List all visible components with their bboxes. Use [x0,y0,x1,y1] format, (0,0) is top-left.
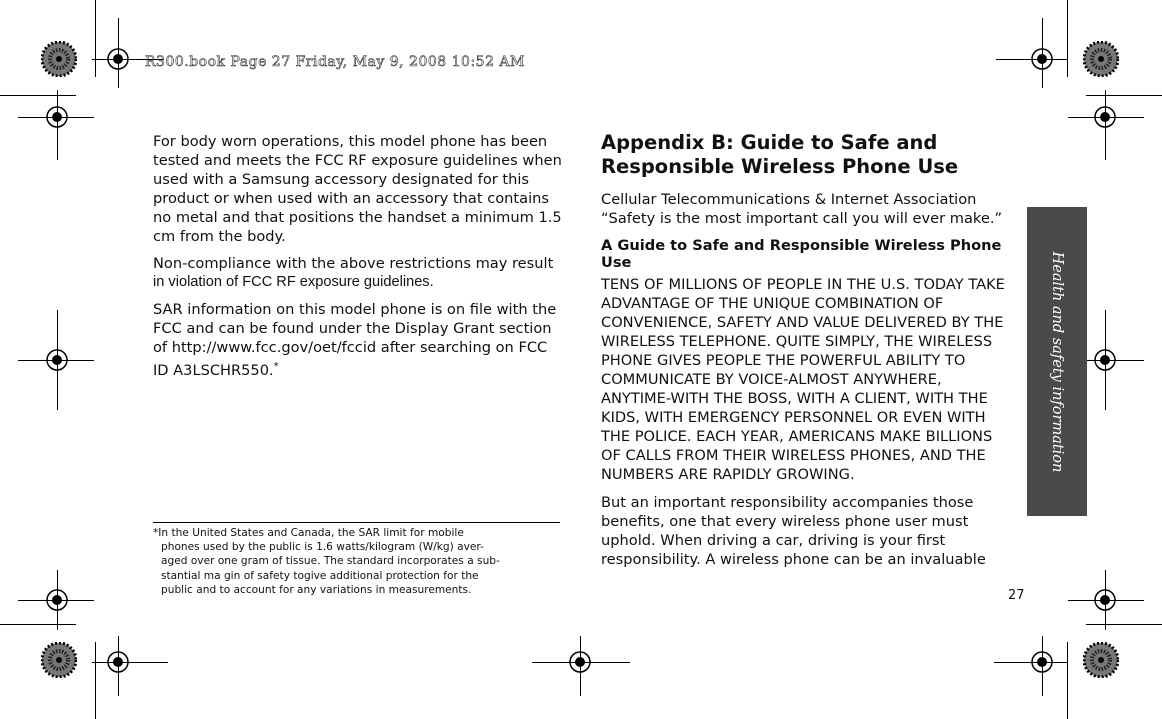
guide-subheading: A Guide to Safe and Responsible Wireless Phone Use [601,237,1002,271]
right-column [601,131,1011,578]
footnote-line: phones used by the public is 1.6 watts/kilogram (W/kg) aver- [161,541,484,554]
footnote-line: aged over one gram of tissue. The standard incorporates a sub- [161,555,500,568]
star-target-icon [41,41,77,77]
page-number: 27 [1008,588,1025,603]
left-column [153,132,563,388]
footnote-divider [153,522,560,523]
side-tab-label: Health and safety information [1049,251,1065,472]
non-compliance-line-2: in violation of FCC RF exposure guidelines. [153,274,434,290]
body-worn-paragraph: For body worn operations, this model phone has been tested and meets the FCC RF exposure guidelines when used with a Samsung accessory designated for this product or when used with an accessory that contains no metal and that positions the handset a minimum 1.5 cm from the body. [153,133,562,245]
sar-info-paragraph [153,300,563,380]
registration-target-icon [103,44,133,74]
registration-target-icon [42,102,72,132]
crop-mark [1067,642,1068,719]
star-target-icon [1083,41,1119,77]
ctia-quote: “Safety is the most important call you will ever make.” [601,210,1003,227]
footnote-marker: * [273,361,279,372]
sar-info-text: SAR information on this model phone is on file with the FCC and can be found under the Display Grant section of http://www.fcc.gov/oet/fccid after searching on FCC ID A3LSCHR550. [153,301,557,379]
registration-target-icon [1090,585,1120,615]
ctia-line: Cellular Telecommunications & Internet Association [601,191,977,208]
footnote-line: stantial ma gin of safety togive additional protection for the [161,569,479,582]
registration-target-icon [42,585,72,615]
crop-mark [0,95,76,96]
registration-target-icon [1027,647,1057,677]
appendix-title: Appendix B: Guide to Safe and Responsible Wireless Phone Use [601,131,959,178]
responsibility-paragraph: But an important responsibility accompanies those benefits, one that every wireless phone user must uphold. When driving a car, driving is your first responsibility. A wireless phone can be an invaluable [601,494,986,568]
non-compliance-line-1: Non-compliance with the above restrictions may result [153,255,554,272]
sar-footnote [153,526,531,597]
crop-mark [1086,624,1162,625]
registration-target-icon [1090,102,1120,132]
registration-target-icon [1027,44,1057,74]
footnote-line: public and to account for any variations in measurements. [161,583,472,596]
crop-mark [1086,95,1162,96]
section-side-tab [1027,207,1087,516]
crop-mark [95,642,96,719]
tens-of-millions-paragraph: TENS OF MILLIONS OF PEOPLE IN THE U.S. TODAY TAKE ADVANTAGE OF THE UNIQUE COMBINATION OF CONVENIENCE, SAFETY AND VALUE DELIVERED BY THE WIRELESS TELEPHONE. QUITE SIMPLY, THE WIRELESS PHONE GIVES PEOPLE THE POWERFUL ABILITY TO COMMUNICATE BY VOICE-ALMOST ANYWHERE, ANYTIME-WITH THE BOSS, WITH A CLIENT, WITH THE KIDS, WITH EMERGENCY PERSONNEL OR EVEN WITH THE POLICE. EACH YEAR, AMERICANS MAKE BILLIONS OF CALLS FROM THEIR WIRELESS PHONES, AND THE NUMBERS ARE RAPIDLY GROWING. [601,276,1005,483]
registration-target-icon [1090,345,1120,375]
footnote-line: *In the United States and Canada, the SAR limit for mobile [153,527,464,539]
book-page-stamp: R300.book Page 27 Friday, May 9, 2008 10:52 AM [145,54,525,70]
registration-target-icon [42,345,72,375]
crop-mark [0,624,76,625]
registration-target-icon [103,647,133,677]
crop-mark [1067,0,1068,77]
star-target-icon [1083,642,1119,678]
registration-target-icon [565,647,595,677]
star-target-icon [41,642,77,678]
crop-mark [95,0,96,77]
